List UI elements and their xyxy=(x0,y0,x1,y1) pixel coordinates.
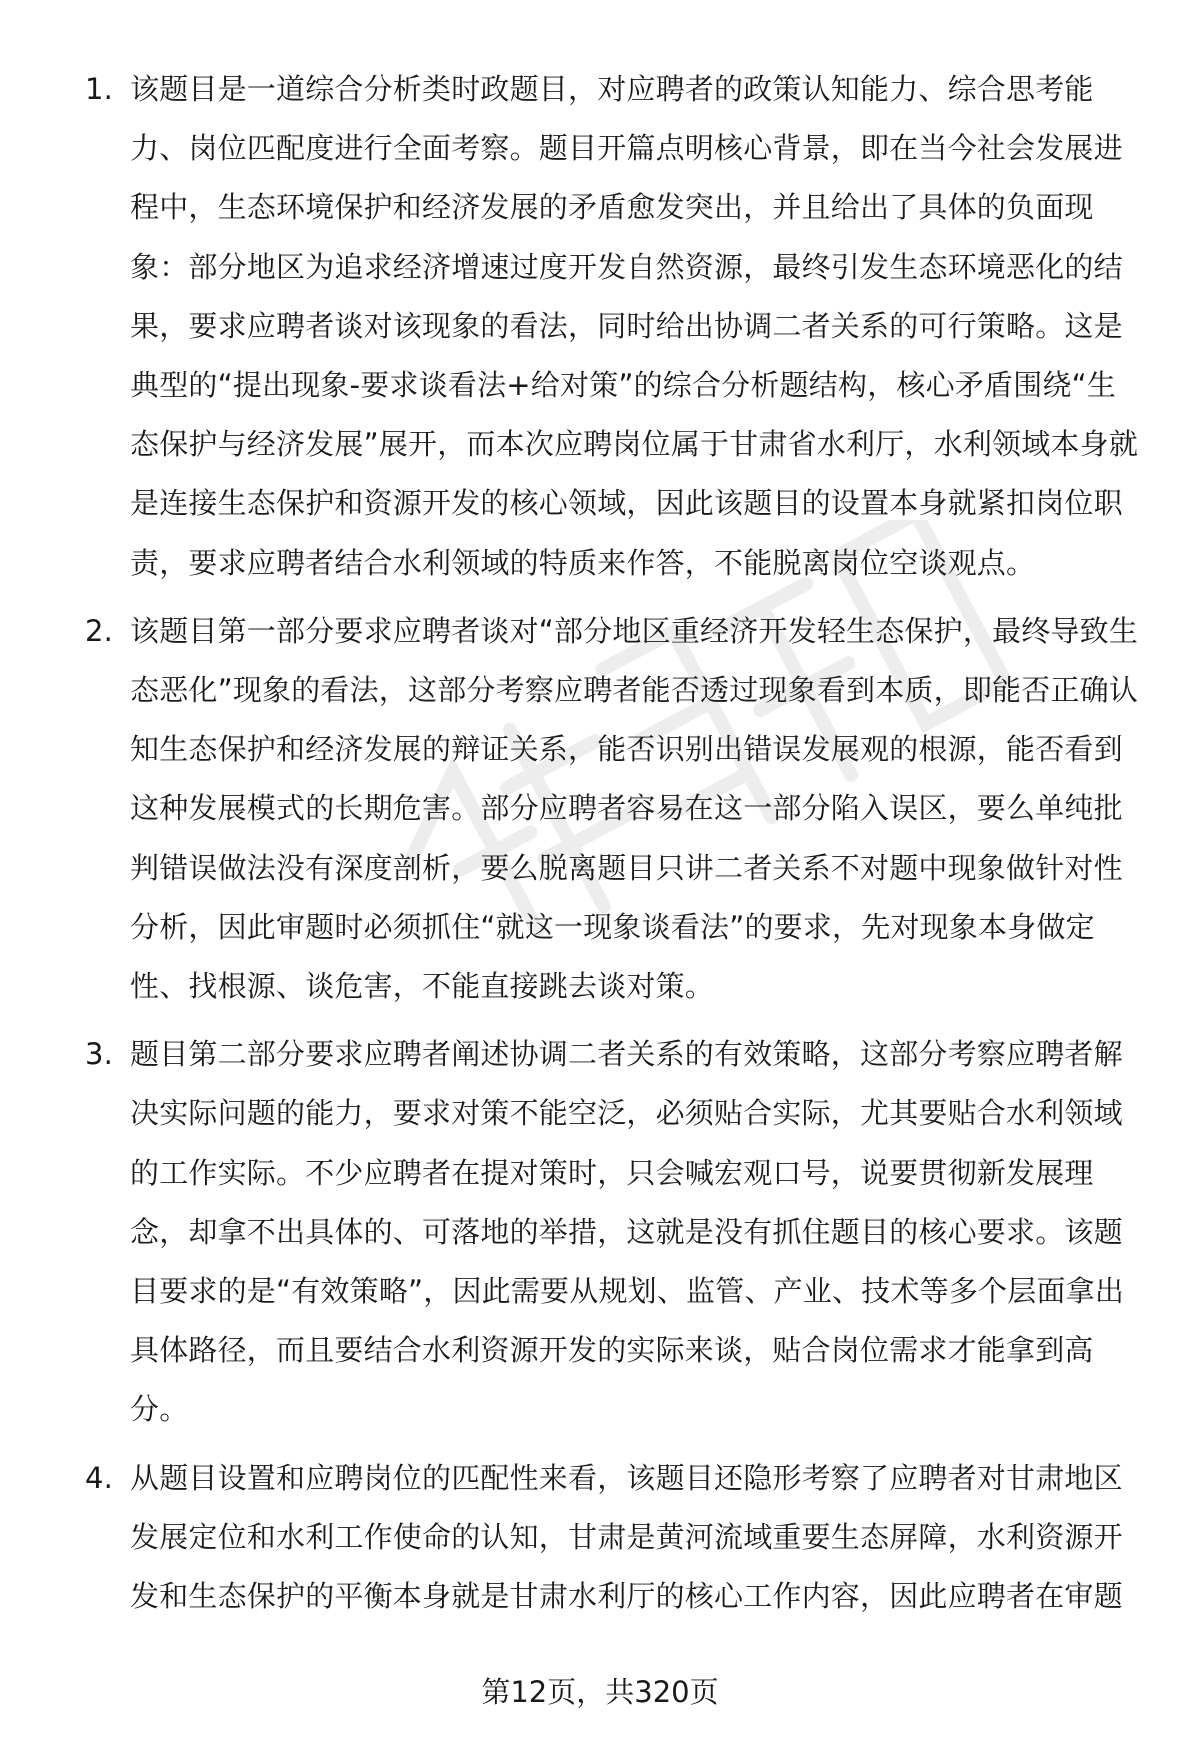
page-number-label: 第12页，共320页 xyxy=(481,1675,719,1709)
list-item xyxy=(85,1449,1145,1627)
list-item-number: 2. xyxy=(85,613,114,648)
list-item-number: 4. xyxy=(85,1460,114,1495)
list-item xyxy=(85,602,1145,1016)
list-item xyxy=(85,1025,1145,1439)
list-item-text: 从题目设置和应聘岗位的匹配性来看，该题目还隐形考察了应聘者对甘肃地区发展定位和水利工作使命的认知，甘肃是黄河流域重要生态屏障，水利资源开发和生态保护的平衡本身就是甘肃水利厅的核心工作内容，因此应聘者在审题 xyxy=(130,1460,1123,1614)
list-item-text: 该题目是一道综合分析类时政题目，对应聘者的政策认知能力、综合思考能力、岗位匹配度进行全面考察。题目开篇点明核心背景，即在当今社会发展进程中，生态环境保护和经济发展的矛盾愈发突出，并且给出了具体的负面现象：部分地区为追求经济增速过度开发自然资源，最终引发生态环境恶化的结果，要求应聘者谈对该现象的看法，同时给出协调二者关系的可行策略。这是典型的“提出现象-要求谈看法+给对策”的综合分析题结构，核心矛盾围绕“生态保护与经济发展”展开，而本次应聘岗位属于甘肃省水利厅，水利领域本身就是连接生态保护和资源开发的核心领域，因此该题目的设置本身就紧扣岗位职责，要求应聘者结合水利领域的特质来作答，不能脱离岗位空谈观点。 xyxy=(130,72,1139,580)
list-item-text: 该题目第一部分要求应聘者谈对“部分地区重经济开发轻生态保护，最终导致生态恶化”现象的看法，这部分考察应聘者能否透过现象看到本质，即能否正确认知生态保护和经济发展的辩证关系，能否识别出错误发展观的根源，能否看到这种发展模式的长期危害。部分应聘者容易在这一部分陷入误区，要么单纯批判错误做法没有深度剖析，要么脱离题目只讲二者关系不对题中现象做针对性分析，因此审题时必须抓住“就这一现象谈看法”的要求，先对现象本身做定性、找根源、谈危害，不能直接跳去谈对策。 xyxy=(130,613,1139,1004)
page-footer xyxy=(0,1672,1200,1712)
list-item-number: 3. xyxy=(85,1037,114,1072)
list-item xyxy=(85,60,1145,593)
list-item-number: 1. xyxy=(85,72,114,106)
list-item-text: 题目第二部分要求应聘者阐述协调二者关系的有效策略，这部分考察应聘者解决实际问题的能力，要求对策不能空泛，必须贴合实际，尤其要贴合水利领域的工作实际。不少应聘者在提对策时，只会喊宏观口号，说要贯彻新发展理念，却拿不出具体的、可落地的举措，这就是没有抓住题目的核心要求。该题目要求的是“有效策略”，因此需要从规划、监管、产业、技术等多个层面拿出具体路径，而且要结合水利资源开发的实际来谈，贴合岗位需求才能拿到高分。 xyxy=(130,1037,1125,1427)
analysis-list xyxy=(85,60,1145,1635)
